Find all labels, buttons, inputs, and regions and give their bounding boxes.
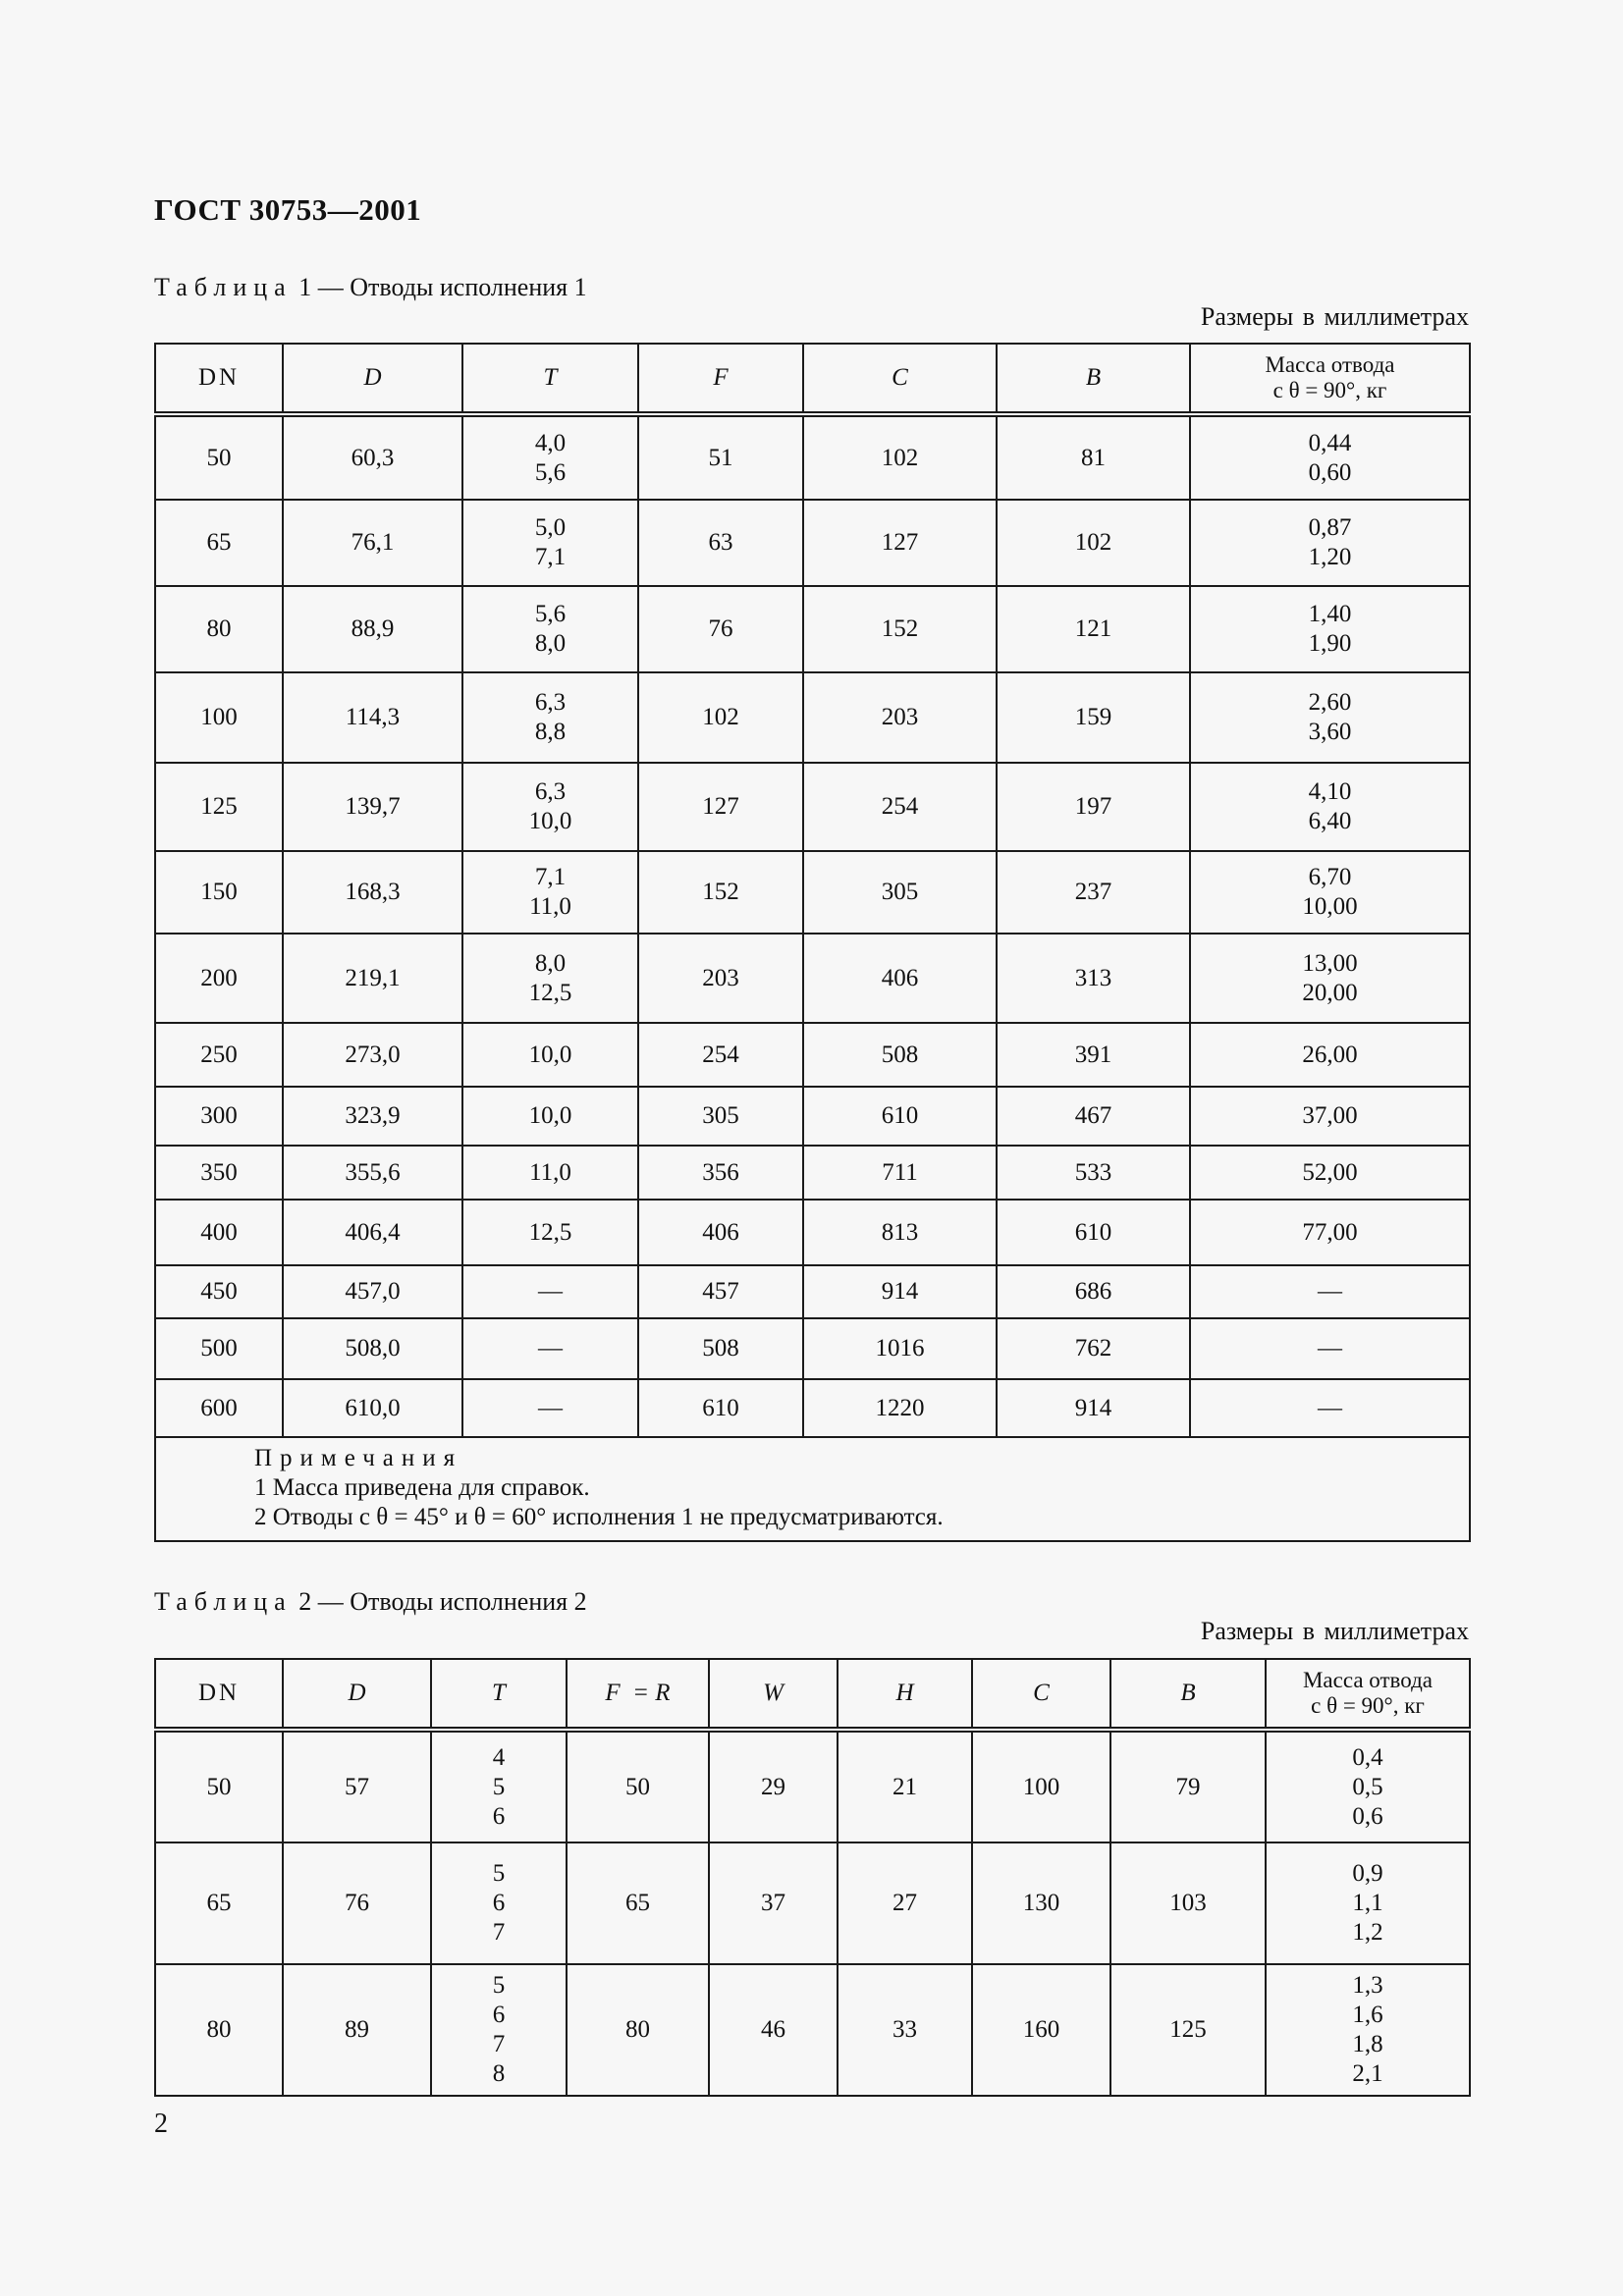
- table1-header-mass: [1190, 344, 1470, 414]
- cell-mass-value: 4,10: [1308, 778, 1352, 805]
- cell-t-value: 10,0: [528, 1041, 572, 1068]
- cell-mass-stack: [1191, 1101, 1469, 1131]
- cell-t: [462, 1379, 638, 1437]
- cell-dn: 150: [155, 851, 283, 934]
- cell-b: 313: [997, 934, 1190, 1023]
- table2-header-f-r: F = R: [567, 1659, 709, 1730]
- cell-d: 114,3: [283, 672, 462, 763]
- cell-c: 914: [803, 1265, 997, 1318]
- cell-mass-stack: [1191, 863, 1469, 922]
- cell-t-stack: [463, 429, 637, 488]
- cell-t: [462, 414, 638, 500]
- cell-t: [462, 1087, 638, 1146]
- cell-c: 152: [803, 586, 997, 672]
- cell-dn: 200: [155, 934, 283, 1023]
- cell-t: [462, 934, 638, 1023]
- page-number: 2: [154, 2109, 168, 2139]
- cell-d: 610,0: [283, 1379, 462, 1437]
- cell-c: 127: [803, 500, 997, 586]
- cell-h: 27: [838, 1842, 972, 1964]
- table-row: [155, 1146, 1470, 1200]
- table2-header-c: C: [972, 1659, 1110, 1730]
- table-row: [155, 1265, 1470, 1318]
- cell-mass-stack: [1191, 1158, 1469, 1188]
- table1-header-f: F: [638, 344, 803, 414]
- cell-c: 100: [972, 1730, 1110, 1842]
- cell-t-value: 7: [492, 2031, 506, 2057]
- cell-d: 76,1: [283, 500, 462, 586]
- cell-d: 88,9: [283, 586, 462, 672]
- cell-t-value: 12,5: [528, 1218, 572, 1246]
- cell-mass-stack: [1191, 1334, 1469, 1363]
- cell-t-value: 11,0: [529, 1158, 571, 1186]
- cell-c: 305: [803, 851, 997, 934]
- cell-dn: 350: [155, 1146, 283, 1200]
- cell-f: 76: [638, 586, 803, 672]
- cell-t-stack: [463, 863, 637, 922]
- cell-mass: [1190, 672, 1470, 763]
- cell-mass: [1190, 1200, 1470, 1265]
- cell-d: 457,0: [283, 1265, 462, 1318]
- table1-header-c: C: [803, 344, 997, 414]
- table2-header-t: T: [431, 1659, 567, 1730]
- cell-mass: [1190, 934, 1470, 1023]
- cell-dn: 500: [155, 1318, 283, 1379]
- cell-d: 323,9: [283, 1087, 462, 1146]
- cell-t-value: 5: [492, 1860, 506, 1887]
- cell-f-r: 80: [567, 1964, 709, 2096]
- table1-header-dn: DN: [155, 344, 283, 414]
- cell-mass-value: 0,44: [1308, 429, 1352, 456]
- cell-mass-stack: [1191, 777, 1469, 836]
- cell-d: 57: [283, 1730, 431, 1842]
- cell-t-value: —: [538, 1335, 563, 1362]
- cell-mass-value: —: [1318, 1335, 1342, 1362]
- cell-mass-value: 0,60: [1308, 458, 1352, 486]
- table2-header-d: D: [283, 1659, 431, 1730]
- table2-units: Размеры в миллиметрах: [1200, 1617, 1469, 1645]
- table-row: [155, 934, 1470, 1023]
- cell-f-r: 50: [567, 1730, 709, 1842]
- table-row: [155, 1730, 1470, 1842]
- cell-w: 37: [709, 1842, 838, 1964]
- cell-t-value: 10,0: [528, 1102, 572, 1129]
- cell-t-value: 11,0: [529, 893, 571, 920]
- cell-t-value: 10,0: [528, 808, 572, 834]
- cell-mass-stack: [1191, 513, 1469, 572]
- cell-w: 29: [709, 1730, 838, 1842]
- cell-t-value: —: [538, 1394, 563, 1421]
- cell-mass-value: 1,3: [1352, 1972, 1383, 1999]
- cell-t-value: 4,0: [534, 429, 567, 456]
- cell-t-stack: [463, 513, 637, 572]
- cell-mass-value: 13,00: [1302, 949, 1358, 977]
- cell-f: 51: [638, 414, 803, 500]
- cell-mass-value: —: [1318, 1394, 1342, 1421]
- cell-f: 610: [638, 1379, 803, 1437]
- cell-mass: [1190, 851, 1470, 934]
- table1-caption-text: 1 — Отводы исполнения 1: [298, 273, 587, 301]
- cell-t-value: 8,8: [534, 719, 567, 745]
- table-row: [155, 851, 1470, 934]
- cell-c: 160: [972, 1964, 1110, 2096]
- cell-f: 127: [638, 763, 803, 851]
- cell-c: 406: [803, 934, 997, 1023]
- table-row: [155, 1087, 1470, 1146]
- cell-dn: 65: [155, 500, 283, 586]
- cell-d: 219,1: [283, 934, 462, 1023]
- cell-b: 467: [997, 1087, 1190, 1146]
- cell-mass-value: 37,00: [1302, 1102, 1358, 1129]
- cell-f: 406: [638, 1200, 803, 1265]
- cell-t: [462, 1318, 638, 1379]
- cell-dn: 80: [155, 586, 283, 672]
- table-row: [155, 1379, 1470, 1437]
- cell-t: [462, 1200, 638, 1265]
- cell-mass-value: 1,8: [1352, 2031, 1383, 2057]
- cell-t: [462, 851, 638, 934]
- cell-b: 159: [997, 672, 1190, 763]
- table1-header-t: T: [462, 344, 638, 414]
- cell-mass-value: 0,9: [1352, 1860, 1383, 1887]
- cell-t-stack: [463, 1158, 637, 1188]
- cell-f: 305: [638, 1087, 803, 1146]
- cell-b: 197: [997, 763, 1190, 851]
- cell-t-value: 6: [492, 1802, 506, 1830]
- cell-t-stack: [432, 1859, 566, 1948]
- cell-b: 125: [1110, 1964, 1266, 2096]
- table2-header-mass: [1266, 1659, 1470, 1730]
- cell-dn: 125: [155, 763, 283, 851]
- cell-b: 81: [997, 414, 1190, 500]
- cell-mass-value: 6,70: [1308, 864, 1352, 890]
- cell-t-stack: [463, 1334, 637, 1363]
- cell-d: 168,3: [283, 851, 462, 934]
- cell-t-value: 5: [492, 1972, 506, 1999]
- cell-t-stack: [463, 688, 637, 747]
- cell-mass-value: 0,87: [1308, 514, 1352, 541]
- table1-units: Размеры в миллиметрах: [1200, 302, 1469, 331]
- cell-b: 914: [997, 1379, 1190, 1437]
- cell-t-stack: [463, 1218, 637, 1248]
- cell-mass: [1190, 763, 1470, 851]
- cell-mass-stack: [1267, 1859, 1469, 1948]
- cell-f: 457: [638, 1265, 803, 1318]
- cell-mass-value: —: [1318, 1278, 1342, 1305]
- cell-mass-value: 0,6: [1352, 1802, 1383, 1830]
- table-row: [155, 1023, 1470, 1087]
- table-row: [155, 586, 1470, 672]
- table2-caption-label: Таблица: [154, 1587, 293, 1616]
- cell-b: 121: [997, 586, 1190, 672]
- cell-d: 355,6: [283, 1146, 462, 1200]
- cell-mass-value: 77,00: [1302, 1218, 1358, 1246]
- cell-dn: 450: [155, 1265, 283, 1318]
- cell-mass: [1190, 1146, 1470, 1200]
- table-row: [155, 414, 1470, 500]
- table-row: [155, 763, 1470, 851]
- table-row: [155, 1964, 1470, 2096]
- cell-t: [462, 586, 638, 672]
- table2-header-w: W: [709, 1659, 838, 1730]
- cell-mass: [1190, 1023, 1470, 1087]
- table1-header-d: D: [283, 344, 462, 414]
- cell-t-value: 8,0: [534, 949, 567, 977]
- cell-c: 102: [803, 414, 997, 500]
- cell-dn: 50: [155, 414, 283, 500]
- cell-mass-stack: [1191, 1394, 1469, 1423]
- cell-t: [462, 500, 638, 586]
- cell-dn: 400: [155, 1200, 283, 1265]
- cell-c: 1016: [803, 1318, 997, 1379]
- cell-mass-value: 1,1: [1352, 1890, 1383, 1916]
- cell-d: 76: [283, 1842, 431, 1964]
- cell-dn: 50: [155, 1730, 283, 1842]
- cell-t-value: 7,1: [534, 864, 567, 890]
- cell-mass-value: 2,60: [1308, 689, 1352, 716]
- cell-mass-stack: [1191, 429, 1469, 488]
- cell-t-value: 4: [492, 1743, 506, 1771]
- cell-mass: [1190, 414, 1470, 500]
- cell-t-value: —: [538, 1278, 563, 1305]
- cell-b: 533: [997, 1146, 1190, 1200]
- cell-c: 508: [803, 1023, 997, 1087]
- cell-b: 79: [1110, 1730, 1266, 1842]
- cell-mass-stack: [1267, 1971, 1469, 2089]
- cell-mass: [1266, 1842, 1470, 1964]
- table2-header-mass-line2: с θ = 90°, кг: [1311, 1693, 1425, 1718]
- cell-t-value: 5,0: [534, 514, 567, 541]
- table1-caption-label: Таблица: [154, 273, 293, 301]
- table1-notes: [155, 1437, 1470, 1541]
- cell-t-value: 6,3: [534, 778, 567, 805]
- cell-d: 273,0: [283, 1023, 462, 1087]
- table2-header-h: H: [838, 1659, 972, 1730]
- table1-header-mass-line2: с θ = 90°, кг: [1272, 378, 1387, 402]
- cell-mass-value: 0,5: [1352, 1773, 1383, 1800]
- cell-t-value: 6: [492, 2002, 506, 2028]
- cell-mass: [1190, 1265, 1470, 1318]
- cell-t-value: 5: [492, 1773, 506, 1800]
- cell-t-stack: [463, 600, 637, 659]
- cell-t: [462, 763, 638, 851]
- table1-caption: [154, 273, 587, 302]
- cell-mass-stack: [1191, 949, 1469, 1008]
- note-line: 1 Масса приведена для справок.: [254, 1474, 590, 1501]
- cell-d: 89: [283, 1964, 431, 2096]
- cell-t-value: 7: [492, 1919, 506, 1946]
- cell-h: 33: [838, 1964, 972, 2096]
- cell-f: 102: [638, 672, 803, 763]
- cell-mass-value: 1,6: [1352, 2002, 1383, 2028]
- cell-dn: 300: [155, 1087, 283, 1146]
- cell-c: 203: [803, 672, 997, 763]
- table1-header-b: B: [997, 344, 1190, 414]
- table1: [154, 343, 1471, 1542]
- cell-mass-value: 2,1: [1352, 2060, 1383, 2087]
- cell-t-value: 8,0: [534, 630, 567, 657]
- cell-t-stack: [463, 1394, 637, 1423]
- cell-d: 60,3: [283, 414, 462, 500]
- cell-c: 711: [803, 1146, 997, 1200]
- cell-dn: 80: [155, 1964, 283, 2096]
- cell-t: [462, 1146, 638, 1200]
- cell-t: [462, 1023, 638, 1087]
- cell-dn: 600: [155, 1379, 283, 1437]
- cell-c: 130: [972, 1842, 1110, 1964]
- cell-mass: [1190, 1379, 1470, 1437]
- cell-h: 21: [838, 1730, 972, 1842]
- cell-mass-stack: [1191, 600, 1469, 659]
- cell-t: [462, 1265, 638, 1318]
- table2-header-dn: DN: [155, 1659, 283, 1730]
- cell-b: 686: [997, 1265, 1190, 1318]
- cell-t-stack: [432, 1743, 566, 1832]
- notes-title: Примечания: [254, 1445, 463, 1471]
- cell-dn: 250: [155, 1023, 283, 1087]
- table2-caption-text: 2 — Отводы исполнения 2: [298, 1587, 587, 1616]
- cell-t-stack: [463, 1277, 637, 1307]
- cell-t-value: 8: [492, 2060, 506, 2087]
- cell-t-value: 6: [492, 1890, 506, 1916]
- table2-header-b: B: [1110, 1659, 1266, 1730]
- cell-t-stack: [463, 777, 637, 836]
- cell-c: 610: [803, 1087, 997, 1146]
- cell-mass-stack: [1267, 1743, 1469, 1832]
- cell-b: 237: [997, 851, 1190, 934]
- table2-caption: [154, 1587, 587, 1617]
- table-row: [155, 1200, 1470, 1265]
- cell-mass: [1266, 1730, 1470, 1842]
- cell-f: 63: [638, 500, 803, 586]
- cell-f: 254: [638, 1023, 803, 1087]
- cell-mass-value: 6,40: [1308, 808, 1352, 834]
- cell-mass-stack: [1191, 688, 1469, 747]
- cell-f: 203: [638, 934, 803, 1023]
- table-row: [155, 672, 1470, 763]
- cell-b: 391: [997, 1023, 1190, 1087]
- cell-t-value: 5,6: [534, 458, 567, 486]
- document-code: ГОСТ 30753—2001: [154, 192, 422, 227]
- cell-t-stack: [463, 1101, 637, 1131]
- cell-mass-value: 10,00: [1302, 893, 1358, 920]
- cell-c: 813: [803, 1200, 997, 1265]
- cell-mass-value: 52,00: [1302, 1158, 1358, 1186]
- cell-f: 508: [638, 1318, 803, 1379]
- table1-header-mass-line1: Масса отвода: [1265, 352, 1395, 377]
- cell-dn: 100: [155, 672, 283, 763]
- cell-t-value: 7,1: [534, 544, 567, 570]
- cell-b: 103: [1110, 1842, 1266, 1964]
- cell-c: 1220: [803, 1379, 997, 1437]
- cell-mass-value: 1,40: [1308, 601, 1352, 627]
- table2-header-mass-line1: Масса отвода: [1302, 1668, 1433, 1692]
- cell-f-r: 65: [567, 1842, 709, 1964]
- cell-d: 508,0: [283, 1318, 462, 1379]
- cell-t-value: 5,6: [534, 601, 567, 627]
- cell-f: 356: [638, 1146, 803, 1200]
- cell-f: 152: [638, 851, 803, 934]
- table2: [154, 1658, 1471, 2097]
- cell-mass-value: 3,60: [1308, 719, 1352, 745]
- cell-mass-stack: [1191, 1218, 1469, 1248]
- cell-mass-value: 1,20: [1308, 544, 1352, 570]
- note-line: 2 Отводы с θ = 45° и θ = 60° исполнения 1 не предусматриваются.: [254, 1504, 944, 1530]
- cell-t: [462, 672, 638, 763]
- cell-t: [431, 1730, 567, 1842]
- cell-c: 254: [803, 763, 997, 851]
- cell-mass-stack: [1191, 1041, 1469, 1070]
- cell-mass: [1190, 1087, 1470, 1146]
- table-row: [155, 500, 1470, 586]
- cell-dn: 65: [155, 1842, 283, 1964]
- cell-mass: [1190, 586, 1470, 672]
- cell-mass-value: 1,90: [1308, 630, 1352, 657]
- cell-mass: [1190, 1318, 1470, 1379]
- cell-t-stack: [463, 1041, 637, 1070]
- cell-t-stack: [463, 949, 637, 1008]
- cell-mass-value: 20,00: [1302, 979, 1358, 1006]
- table-row: [155, 1318, 1470, 1379]
- cell-d: 139,7: [283, 763, 462, 851]
- cell-mass: [1190, 500, 1470, 586]
- cell-w: 46: [709, 1964, 838, 2096]
- cell-t-value: 12,5: [528, 979, 572, 1006]
- table-row: [155, 1842, 1470, 1964]
- table1-notes-row: [155, 1437, 1470, 1541]
- cell-t: [431, 1842, 567, 1964]
- cell-t: [431, 1964, 567, 2096]
- cell-t-stack: [432, 1971, 566, 2089]
- cell-mass-value: 1,2: [1352, 1919, 1383, 1946]
- cell-b: 610: [997, 1200, 1190, 1265]
- cell-t-value: 6,3: [534, 689, 567, 716]
- cell-d: 406,4: [283, 1200, 462, 1265]
- cell-mass-value: 26,00: [1302, 1041, 1358, 1068]
- cell-mass-value: 0,4: [1352, 1743, 1383, 1771]
- cell-b: 762: [997, 1318, 1190, 1379]
- cell-mass-stack: [1191, 1277, 1469, 1307]
- cell-mass: [1266, 1964, 1470, 2096]
- cell-b: 102: [997, 500, 1190, 586]
